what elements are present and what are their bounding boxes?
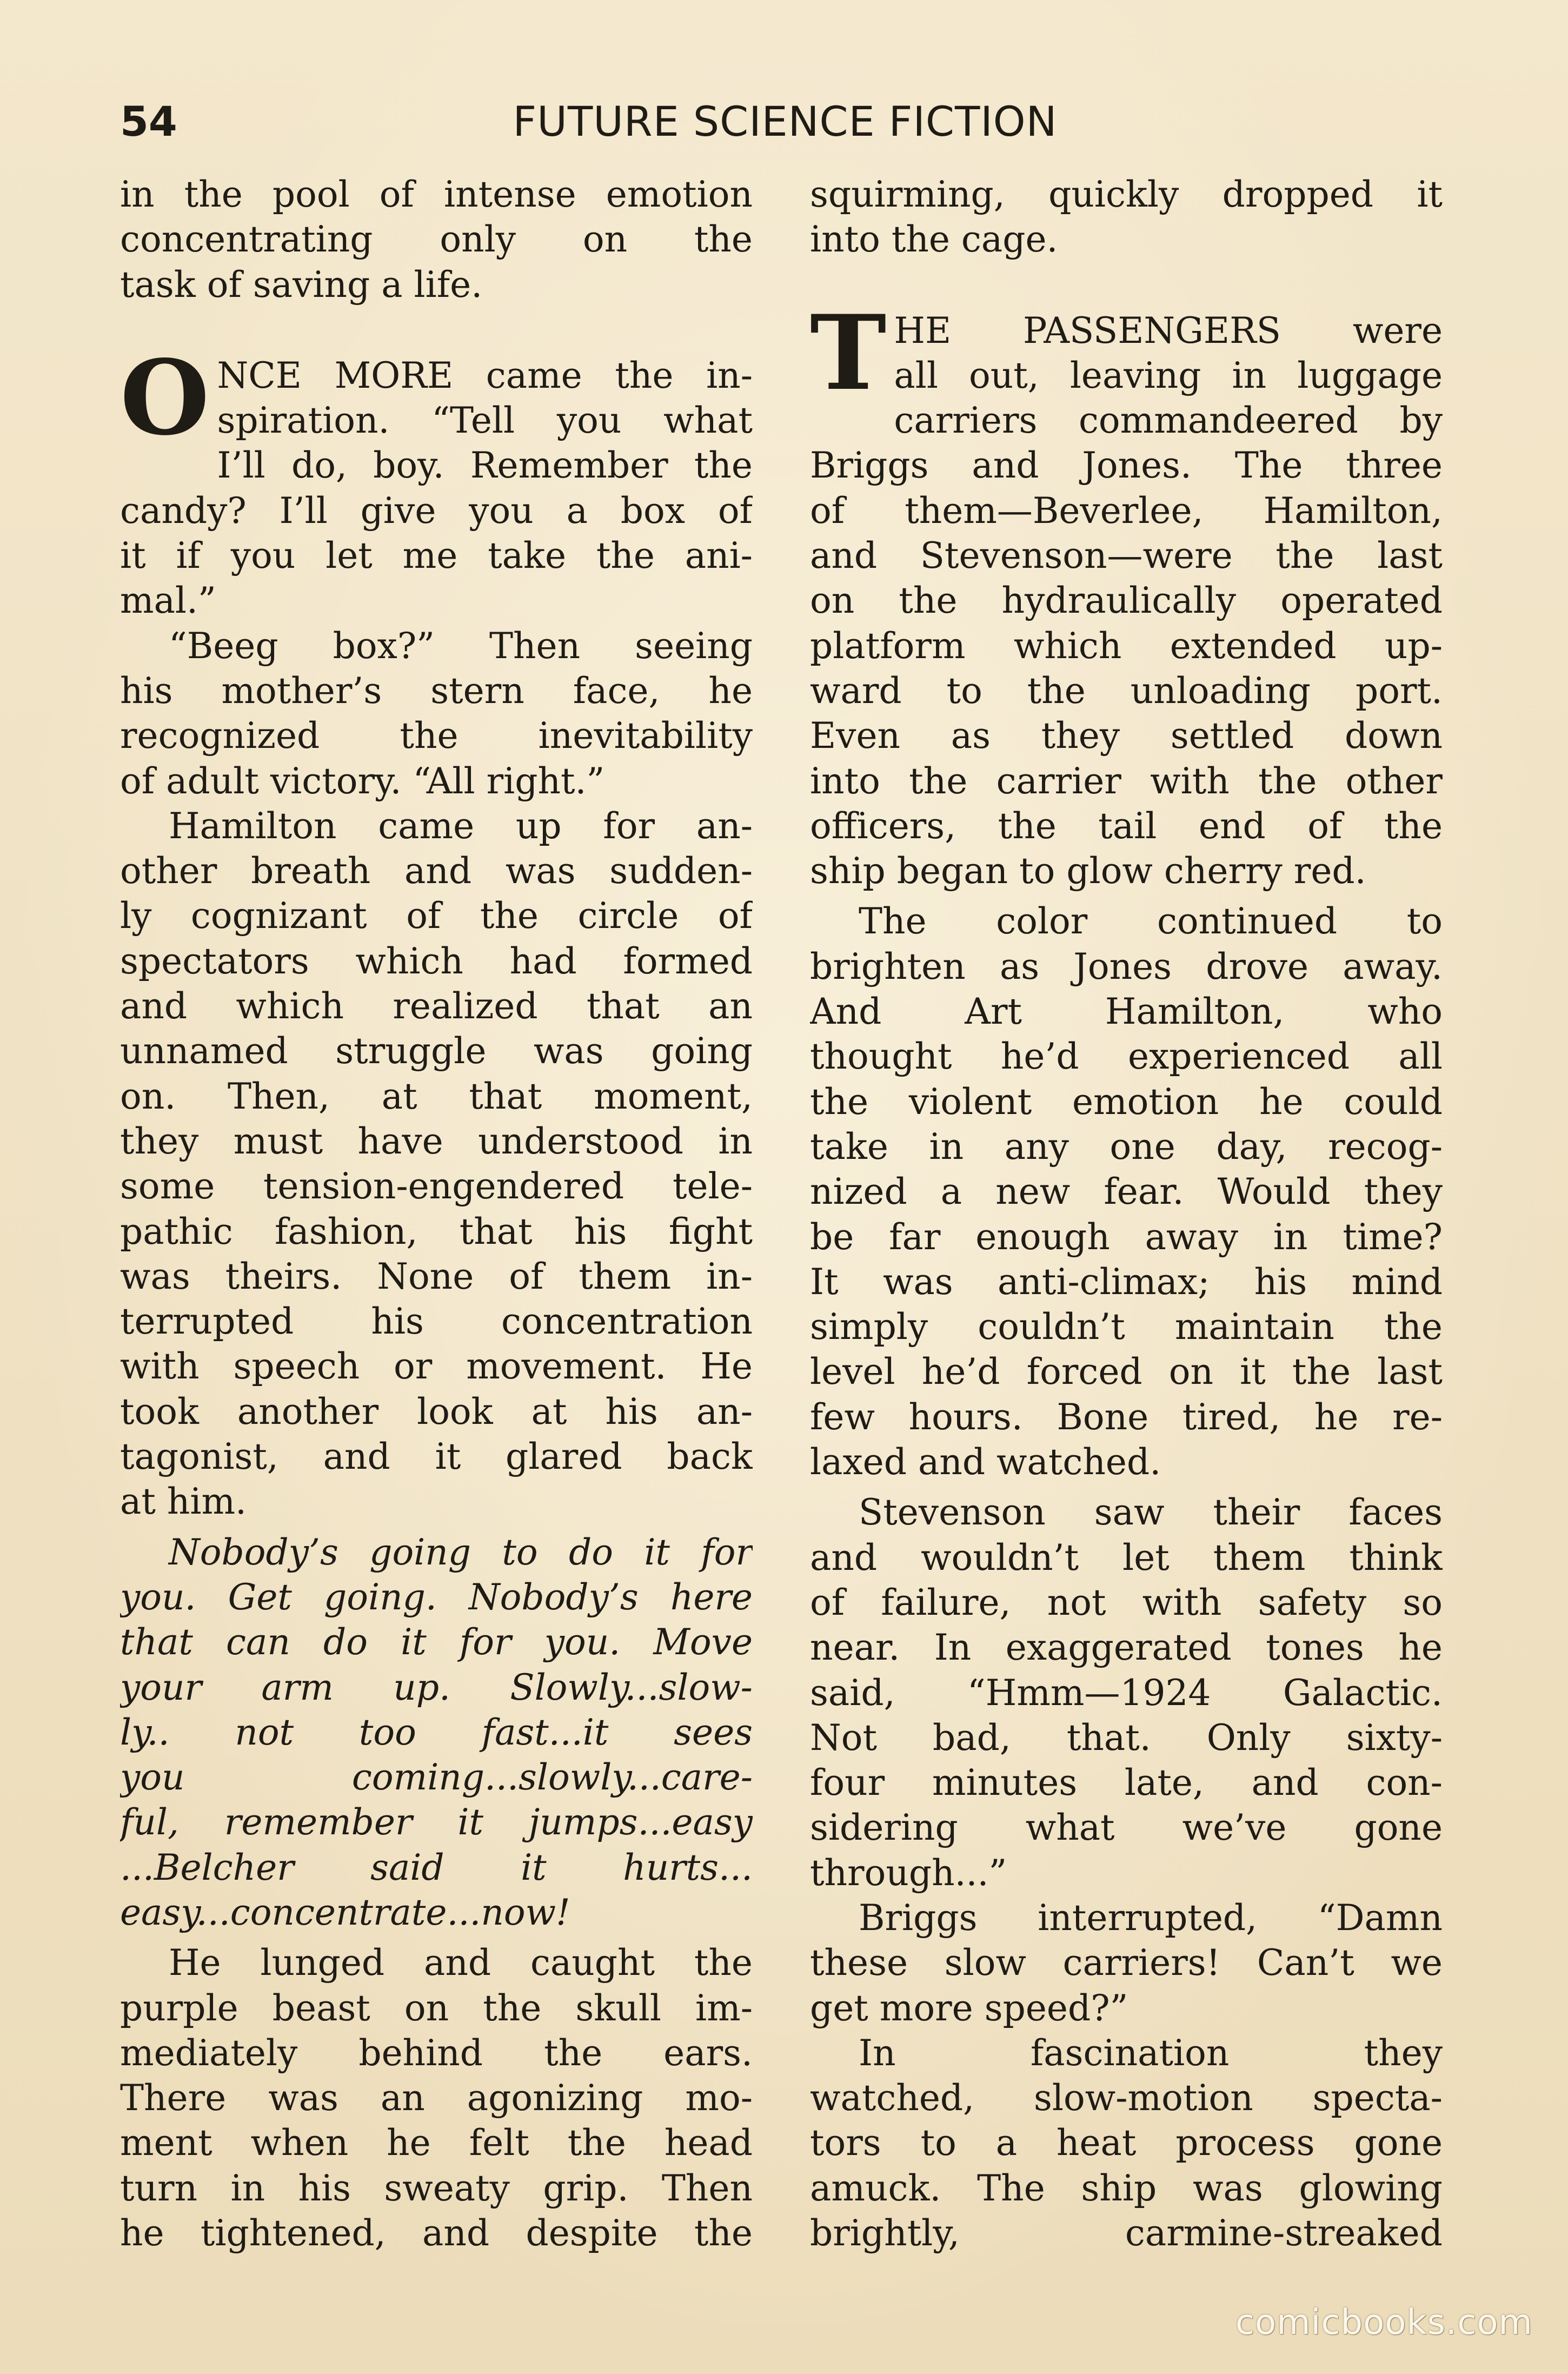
text-line: It was anti-climax; his mind bbox=[810, 1261, 1443, 1303]
text-line: you coming...slowly...care- bbox=[120, 1756, 753, 1799]
left-paragraph-2 bbox=[120, 337, 753, 624]
text-line: through...” bbox=[810, 1852, 1007, 1894]
text-line: said, “Hmm—1924 Galactic. bbox=[810, 1672, 1443, 1714]
text-line: his mother’s stern face, he bbox=[120, 669, 753, 712]
text-line: with speech or movement. He bbox=[120, 1345, 753, 1388]
text-line: of failure, not with safety so bbox=[810, 1581, 1443, 1623]
text-line: all out, leaving in luggage bbox=[894, 354, 1443, 396]
right-column bbox=[810, 172, 1443, 2256]
running-title: FUTURE SCIENCE FICTION bbox=[513, 97, 1058, 145]
drop-cap: O bbox=[120, 337, 210, 458]
text-line: that can do it for you. Move bbox=[120, 1621, 753, 1663]
text-line: simply couldn’t maintain the bbox=[810, 1306, 1443, 1348]
text-line: take in any one day, recog- bbox=[810, 1125, 1443, 1168]
text-line: In fascination they bbox=[859, 2032, 1443, 2074]
text-line: mal.” bbox=[120, 580, 216, 622]
source-watermark: comicbooks.com bbox=[1235, 2303, 1533, 2343]
text-line: There was an agonizing mo- bbox=[120, 2077, 753, 2119]
text-line: “Beeg box?” Then seeing bbox=[169, 625, 753, 667]
text-line: in the pool of intense emotion bbox=[120, 174, 753, 215]
text-line: be far enough away in time? bbox=[810, 1216, 1443, 1258]
drop-cap: T bbox=[810, 292, 887, 413]
text-line: watched, slow-motion specta- bbox=[810, 2077, 1443, 2119]
text-line: brightly, carmine-streaked bbox=[810, 2212, 1443, 2254]
text-line: mediately behind the ears. bbox=[120, 2032, 753, 2074]
left-paragraph-3 bbox=[120, 624, 753, 804]
text-line: and Stevenson—were the last bbox=[810, 535, 1443, 577]
right-paragraph-5 bbox=[810, 1895, 1443, 2031]
text-line: squirming, quickly dropped it bbox=[810, 174, 1443, 215]
text-line: thought he’d experienced all bbox=[810, 1036, 1443, 1078]
text-line: pathic fashion, that his fight bbox=[120, 1210, 753, 1252]
text-line: Stevenson saw their faces bbox=[859, 1491, 1443, 1534]
text-line: The color continued to bbox=[859, 900, 1443, 943]
right-paragraph-4 bbox=[810, 1490, 1443, 1895]
text-line: nized a new fear. Would they bbox=[810, 1171, 1443, 1213]
text-line: spiration. “Tell you what bbox=[217, 400, 753, 442]
text-line: ful, remember it jumps...easy bbox=[120, 1801, 753, 1844]
text-line: he tightened, and despite the bbox=[120, 2212, 753, 2254]
text-line: took another look at his an- bbox=[120, 1390, 753, 1433]
text-line: some tension-engendered tele- bbox=[120, 1165, 753, 1208]
text-line: concentrating only on the bbox=[120, 218, 753, 261]
text-line: at him. bbox=[120, 1481, 247, 1523]
text-line: amuck. The ship was glowing bbox=[810, 2167, 1443, 2209]
text-line: turn in his sweaty grip. Then bbox=[120, 2167, 753, 2209]
right-paragraph-1 bbox=[810, 172, 1443, 262]
text-line: Nobody’s going to do it for bbox=[169, 1531, 753, 1573]
text-line: NCE MORE came the in- bbox=[217, 354, 753, 396]
text-line: recognized the inevitability bbox=[120, 715, 753, 757]
text-line: Briggs interrupted, “Damn bbox=[859, 1896, 1443, 1939]
text-line: into the cage. bbox=[810, 218, 1058, 261]
left-paragraph-1 bbox=[120, 172, 753, 307]
text-line: of them—Beverlee, Hamilton, bbox=[810, 489, 1443, 532]
text-line: Not bad, that. Only sixty- bbox=[810, 1716, 1443, 1759]
text-line: four minutes late, and con- bbox=[810, 1762, 1443, 1804]
text-line: laxed and watched. bbox=[810, 1441, 1161, 1483]
text-line: candy? I’ll give you a box of bbox=[120, 489, 753, 532]
text-line: ly cognizant of the circle of bbox=[120, 895, 753, 937]
text-line: spectators which had formed bbox=[120, 940, 753, 982]
text-line: these slow carriers! Can’t we bbox=[810, 1942, 1443, 1984]
text-line: ...Belcher said it hurts... bbox=[120, 1846, 753, 1888]
text-line: tagonist, and it glared back bbox=[120, 1436, 753, 1478]
text-line: unnamed struggle was going bbox=[120, 1030, 753, 1072]
text-line: the violent emotion he could bbox=[810, 1080, 1443, 1123]
text-line: on the hydraulically operated bbox=[810, 580, 1443, 622]
right-paragraph-2 bbox=[810, 292, 1443, 894]
text-line: brighten as Jones drove away. bbox=[810, 945, 1443, 987]
text-line: was theirs. None of them in- bbox=[120, 1255, 753, 1297]
text-line: you. Get going. Nobody’s here bbox=[120, 1576, 753, 1618]
text-line: ward to the unloading port. bbox=[810, 669, 1443, 712]
text-line: easy...concentrate...now! bbox=[120, 1891, 570, 1933]
text-line: task of saving a life. bbox=[120, 263, 483, 306]
right-paragraph-3 bbox=[810, 899, 1443, 1484]
left-paragraph-6 bbox=[120, 1940, 753, 2256]
text-line: Even as they settled down bbox=[810, 715, 1443, 757]
text-line: tors to a heat process gone bbox=[810, 2122, 1443, 2164]
text-line: platform which extended up- bbox=[810, 625, 1443, 667]
text-line: carriers commandeered by bbox=[894, 400, 1443, 442]
text-line: sidering what we’ve gone bbox=[810, 1807, 1443, 1849]
text-line: few hours. Bone tired, he re- bbox=[810, 1396, 1443, 1438]
text-line: on. Then, at that moment, bbox=[120, 1075, 753, 1117]
text-line: of adult victory. “All right.” bbox=[120, 760, 605, 802]
text-line: Briggs and Jones. The three bbox=[810, 445, 1443, 487]
text-line: get more speed?” bbox=[810, 1987, 1128, 2029]
text-line: I’ll do, boy. Remember the bbox=[217, 445, 753, 487]
page-number: 54 bbox=[120, 97, 177, 145]
text-line: ment when he felt the head bbox=[120, 2122, 753, 2164]
text-line: purple beast on the skull im- bbox=[120, 1987, 753, 2029]
text-line: Hamilton came up for an- bbox=[169, 805, 753, 847]
text-line: other breath and was sudden- bbox=[120, 850, 753, 892]
text-line: they must have understood in bbox=[120, 1120, 753, 1162]
text-line: it if you let me take the ani- bbox=[120, 535, 753, 577]
text-line: ship began to glow cherry red. bbox=[810, 850, 1366, 892]
text-line: HE PASSENGERS were bbox=[894, 309, 1443, 352]
text-line: And Art Hamilton, who bbox=[810, 991, 1443, 1033]
right-paragraph-6 bbox=[810, 2031, 1443, 2256]
left-paragraph-5-italic bbox=[120, 1530, 753, 1935]
text-line: and wouldn’t let them think bbox=[810, 1536, 1443, 1579]
text-line: and which realized that an bbox=[120, 985, 753, 1027]
left-paragraph-4 bbox=[120, 804, 753, 1524]
text-line: near. In exaggerated tones he bbox=[810, 1627, 1443, 1669]
text-line: He lunged and caught the bbox=[169, 1942, 753, 1984]
text-line: terrupted his concentration bbox=[120, 1301, 753, 1343]
text-line: ly.. not too fast...it sees bbox=[120, 1711, 753, 1753]
text-line: your arm up. Slowly...slow- bbox=[120, 1666, 753, 1708]
left-column bbox=[120, 172, 753, 2256]
text-line: officers, the tail end of the bbox=[810, 805, 1443, 847]
text-line: into the carrier with the other bbox=[810, 760, 1443, 802]
page-header bbox=[120, 92, 1450, 151]
text-line: level he’d forced on it the last bbox=[810, 1351, 1443, 1393]
